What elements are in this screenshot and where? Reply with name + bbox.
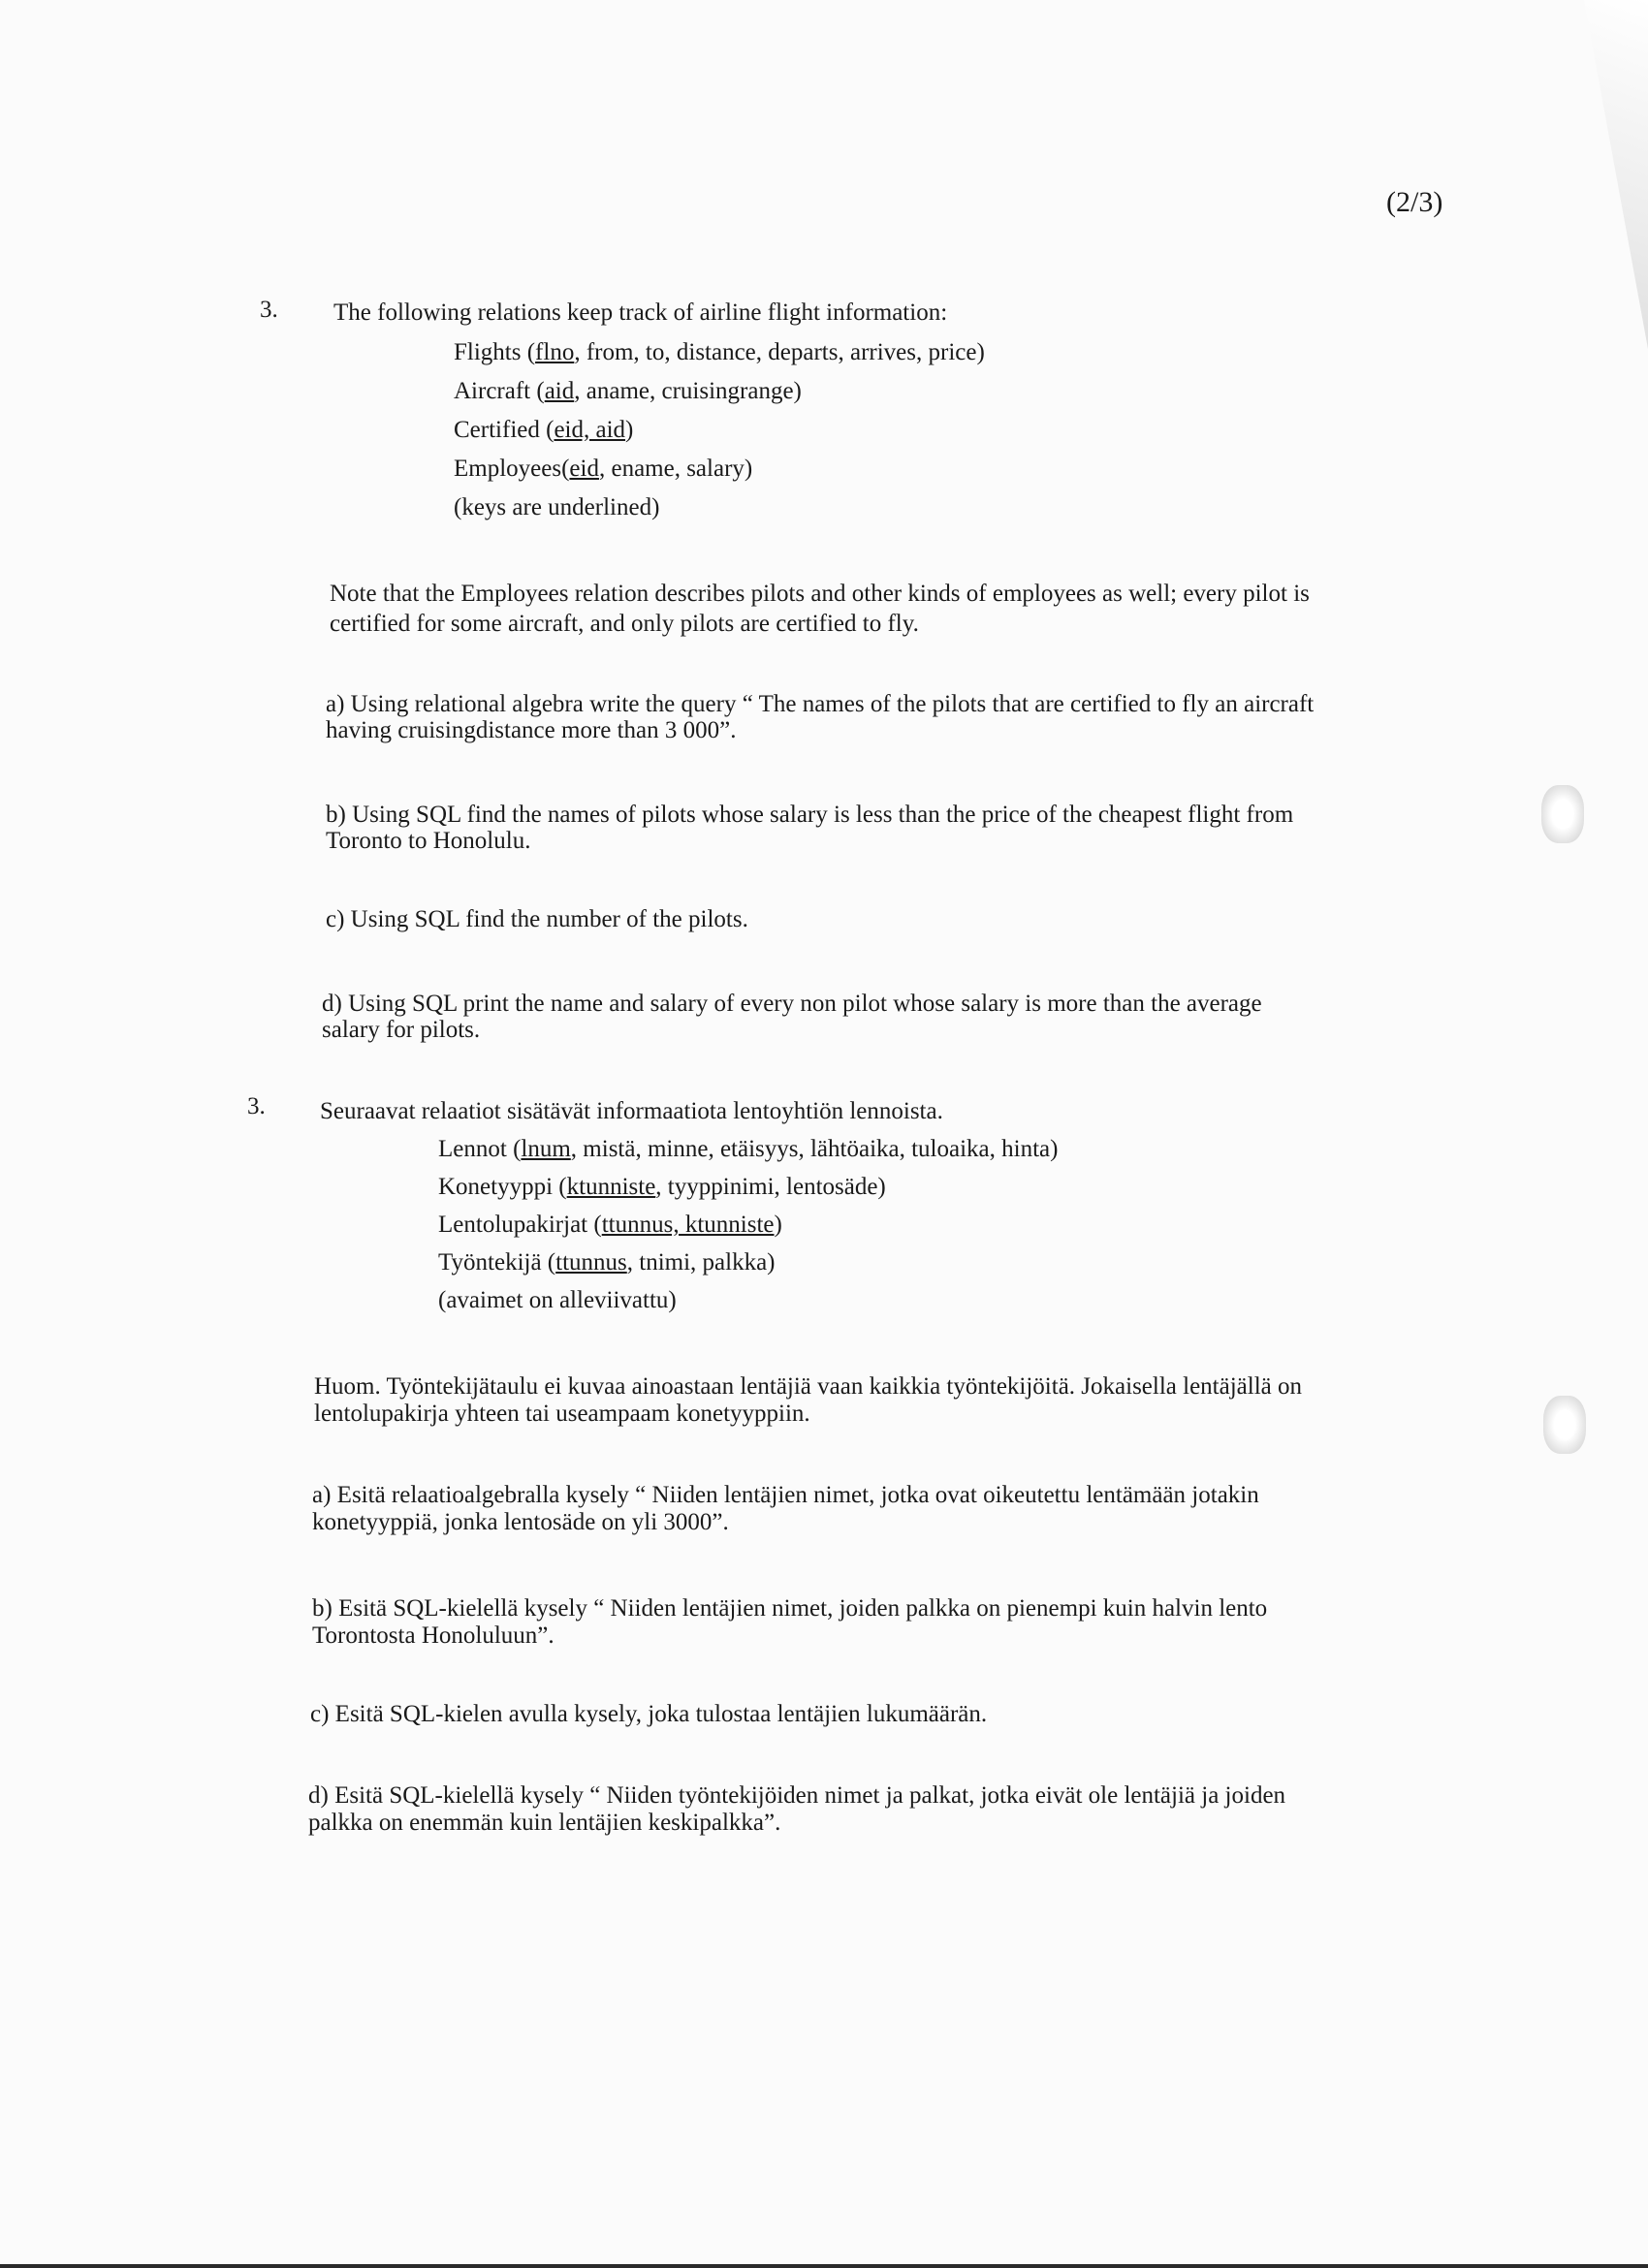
relation-attributes: , ename, salary) <box>598 456 753 482</box>
relation-certified <box>454 417 633 444</box>
subquestion-d-line: d) Using SQL print the name and salary of every non pilot whose salary is more than the average <box>322 991 1262 1017</box>
scan-bottom-edge <box>0 2264 1648 2268</box>
question-intro: The following relations keep track of airline flight information: <box>333 299 948 326</box>
punch-hole <box>1541 785 1584 843</box>
relation-employees <box>454 456 752 483</box>
relation-key: flno <box>535 339 575 365</box>
question-number: 3. <box>260 297 278 323</box>
subquestion-d-line: d) Esitä SQL-kielellä kysely “ Niiden työntekijöiden nimet ja palkat, jotka eivät ole lentäjiä ja joiden <box>308 1782 1286 1809</box>
relation-attributes: , tnimi, palkka) <box>626 1249 776 1276</box>
keys-note: (keys are underlined) <box>454 494 660 520</box>
relation-attributes: , aname, cruisingrange) <box>574 378 802 404</box>
subquestion-b-line: b) Esitä SQL-kielellä kysely “ Niiden lentäjien nimet, joiden palkka on pienempi kuin halvin lento <box>312 1595 1268 1622</box>
question-intro: Seuraavat relaatiot sisätävät informaatiota lentoyhtiön lennoista. <box>320 1098 943 1124</box>
subquestion-a-line: having cruisingdistance more than 3 000”. <box>326 717 737 743</box>
relation-key: eid, aid <box>554 417 626 443</box>
subquestion-a-line: konetyyppiä, jonka lentosäde on yli 3000”. <box>312 1509 729 1535</box>
note-line: Huom. Työntekijätaulu ei kuvaa ainoastaan lentäjiä vaan kaikkia työntekijöitä. Jokaisella lentäjällä on <box>314 1373 1302 1400</box>
question-number: 3. <box>247 1093 266 1119</box>
keys-note: (avaimet on alleviivattu) <box>438 1287 677 1313</box>
relation-konetyyppi <box>438 1174 886 1201</box>
relation-name: Työntekijä ( <box>438 1249 556 1276</box>
note-line: Note that the Employees relation describes pilots and other kinds of employees as well; every pilot is <box>330 581 1310 607</box>
subquestion-a-line: a) Using relational algebra write the query “ The names of the pilots that are certified to fly an aircraft <box>326 691 1315 717</box>
subquestion-b-line: Torontosta Honoluluun”. <box>312 1622 555 1649</box>
relation-key: ktunniste <box>566 1174 656 1200</box>
subquestion-b-line: Toronto to Honolulu. <box>326 828 531 854</box>
relation-name: Employees( <box>454 456 570 482</box>
relation-attributes: , tyyppinimi, lentosäde) <box>655 1174 886 1200</box>
relation-name: Lentolupakirjat ( <box>438 1212 602 1238</box>
relation-name: Aircraft ( <box>454 378 545 404</box>
relation-aircraft <box>454 378 802 405</box>
relation-attributes: ) <box>774 1212 782 1238</box>
relation-key: aid <box>544 378 575 404</box>
relation-attributes: , from, to, distance, departs, arrives, price) <box>574 339 985 365</box>
subquestion-d-line: salary for pilots. <box>322 1017 481 1043</box>
relation-attributes: , mistä, minne, etäisyys, lähtöaika, tuloaika, hinta) <box>570 1136 1059 1162</box>
subquestion-b-line: b) Using SQL find the names of pilots whose salary is less than the price of the cheapest flight from <box>326 802 1294 828</box>
relation-key: ttunnus <box>555 1249 627 1276</box>
relation-tyontekija <box>438 1249 776 1276</box>
page-number: (2/3) <box>1386 186 1443 218</box>
relation-lennot <box>438 1136 1058 1163</box>
subquestion-c-line: c) Esitä SQL-kielen avulla kysely, joka tulostaa lentäjien lukumäärän. <box>310 1701 988 1727</box>
subquestion-a-line: a) Esitä relaatioalgebralla kysely “ Niiden lentäjien nimet, jotka ovat oikeutettu lentämään jotakin <box>312 1482 1259 1508</box>
subquestion-c-line: c) Using SQL find the number of the pilots. <box>326 906 748 932</box>
relation-name: Certified ( <box>454 417 555 443</box>
folded-corner <box>1541 0 1648 349</box>
relation-name: Konetyyppi ( <box>438 1174 567 1200</box>
relation-key: lnum <box>521 1136 571 1162</box>
relation-attributes: ) <box>625 417 634 443</box>
subquestion-d-line: palkka on enemmän kuin lentäjien keskipalkka”. <box>308 1810 781 1836</box>
punch-hole <box>1543 1396 1586 1454</box>
note-line: certified for some aircraft, and only pilots are certified to fly. <box>330 611 919 637</box>
note-line: lentolupakirja yhteen tai useampaam konetyyppiin. <box>314 1401 810 1427</box>
relation-key: ttunnus, ktunniste <box>601 1212 775 1238</box>
relation-flights <box>454 339 985 366</box>
relation-name: Lennot ( <box>438 1136 522 1162</box>
relation-key: eid <box>569 456 599 482</box>
relation-name: Flights ( <box>454 339 536 365</box>
relation-lentolupakirjat <box>438 1212 782 1239</box>
